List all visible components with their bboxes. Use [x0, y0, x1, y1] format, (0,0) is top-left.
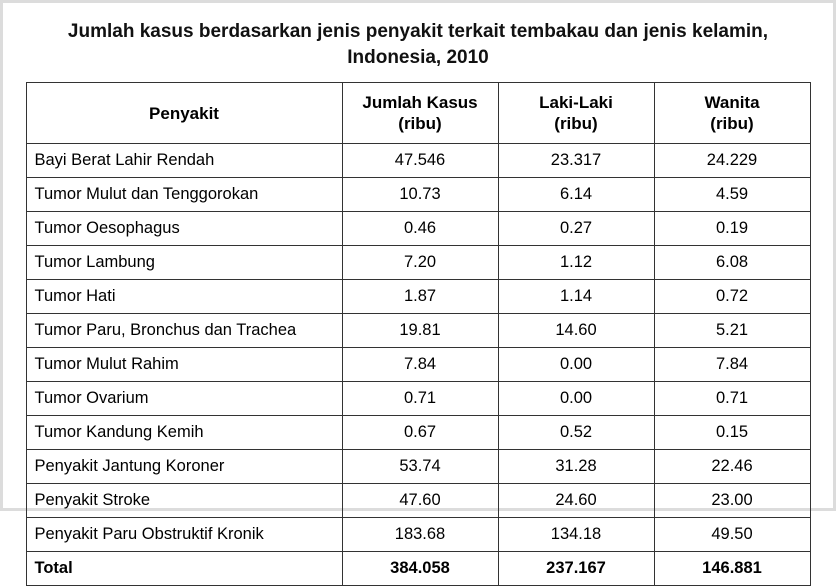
cell-male-cases: 6.14 [498, 178, 654, 212]
cell-male-cases: 24.60 [498, 484, 654, 518]
cell-total-cases: 0.46 [342, 212, 498, 246]
cell-disease-name: Tumor Oesophagus [26, 212, 342, 246]
table-row [26, 348, 810, 382]
cell-female-cases: 7.84 [654, 348, 810, 382]
table-body [26, 144, 810, 586]
cell-disease-name: Tumor Mulut dan Tenggorokan [26, 178, 342, 212]
cell-female-cases: 23.00 [654, 484, 810, 518]
cell-female-cases: 24.229 [654, 144, 810, 178]
cell-female-cases: 0.19 [654, 212, 810, 246]
cell-female-cases: 0.72 [654, 280, 810, 314]
column-header-penyakit-line1: Penyakit [149, 103, 219, 123]
table-row [26, 178, 810, 212]
cell-total-cases: 1.87 [342, 280, 498, 314]
table-row [26, 246, 810, 280]
column-header-wanita [654, 83, 810, 144]
column-header-jumlah-kasus-line2: (ribu) [398, 114, 442, 134]
column-header-jumlah-kasus [342, 83, 498, 144]
cell-total-label: Total [26, 552, 342, 586]
cell-disease-name: Penyakit Paru Obstruktif Kronik [26, 518, 342, 552]
cell-female-cases: 5.21 [654, 314, 810, 348]
cell-male-cases: 0.27 [498, 212, 654, 246]
cell-total-cases: 7.20 [342, 246, 498, 280]
cell-disease-name: Tumor Lambung [26, 246, 342, 280]
cell-male-cases: 14.60 [498, 314, 654, 348]
table-row [26, 518, 810, 552]
cell-female-cases: 4.59 [654, 178, 810, 212]
cell-disease-name: Tumor Paru, Bronchus dan Trachea [26, 314, 342, 348]
table-header [26, 83, 810, 144]
cell-total-cases: 10.73 [342, 178, 498, 212]
table-row [26, 144, 810, 178]
cell-total-cases: 0.71 [342, 382, 498, 416]
column-header-penyakit [26, 83, 342, 144]
cell-disease-name: Tumor Hati [26, 280, 342, 314]
column-header-wanita-line1: Wanita [704, 93, 760, 113]
cell-male-cases: 23.317 [498, 144, 654, 178]
cell-total-cases: 0.67 [342, 416, 498, 450]
table-row [26, 280, 810, 314]
table-row [26, 212, 810, 246]
cell-disease-name: Penyakit Jantung Koroner [26, 450, 342, 484]
cell-total-cases: 47.60 [342, 484, 498, 518]
cell-female-cases: 0.15 [654, 416, 810, 450]
cell-total-female: 146.881 [654, 552, 810, 586]
table-row [26, 484, 810, 518]
cell-disease-name: Penyakit Stroke [26, 484, 342, 518]
cell-disease-name: Tumor Ovarium [26, 382, 342, 416]
cell-total-cases: 19.81 [342, 314, 498, 348]
page-title: Jumlah kasus berdasarkan jenis penyakit terkait tembakau dan jenis kelamin, Indonesia, 2010 [67, 21, 769, 68]
cell-female-cases: 49.50 [654, 518, 810, 552]
cell-male-cases: 31.28 [498, 450, 654, 484]
cell-female-cases: 22.46 [654, 450, 810, 484]
cell-disease-name: Tumor Kandung Kemih [26, 416, 342, 450]
cell-male-cases: 0.00 [498, 348, 654, 382]
table-row [26, 382, 810, 416]
cell-male-cases: 0.52 [498, 416, 654, 450]
table-header-row [26, 83, 810, 144]
table-row [26, 416, 810, 450]
cell-total-male: 237.167 [498, 552, 654, 586]
table-row [26, 450, 810, 484]
cell-male-cases: 1.14 [498, 280, 654, 314]
column-header-jumlah-kasus-line1: Jumlah Kasus [362, 93, 478, 113]
cell-male-cases: 134.18 [498, 518, 654, 552]
column-header-laki-laki-line1: Laki-Laki [539, 93, 613, 113]
cell-female-cases: 6.08 [654, 246, 810, 280]
cell-total-cases: 47.546 [342, 144, 498, 178]
cell-disease-name: Tumor Mulut Rahim [26, 348, 342, 382]
cell-total-cases: 183.68 [342, 518, 498, 552]
column-header-laki-laki [498, 83, 654, 144]
tobacco-disease-table [26, 82, 811, 586]
column-header-laki-laki-line2: (ribu) [554, 114, 598, 134]
table-row [26, 314, 810, 348]
cell-male-cases: 0.00 [498, 382, 654, 416]
cell-total-cases: 7.84 [342, 348, 498, 382]
cell-female-cases: 0.71 [654, 382, 810, 416]
cell-male-cases: 1.12 [498, 246, 654, 280]
cell-disease-name: Bayi Berat Lahir Rendah [26, 144, 342, 178]
cell-total-cases: 53.74 [342, 450, 498, 484]
column-header-wanita-line2: (ribu) [710, 114, 754, 134]
cell-total-all: 384.058 [342, 552, 498, 586]
table-total-row [26, 552, 810, 586]
